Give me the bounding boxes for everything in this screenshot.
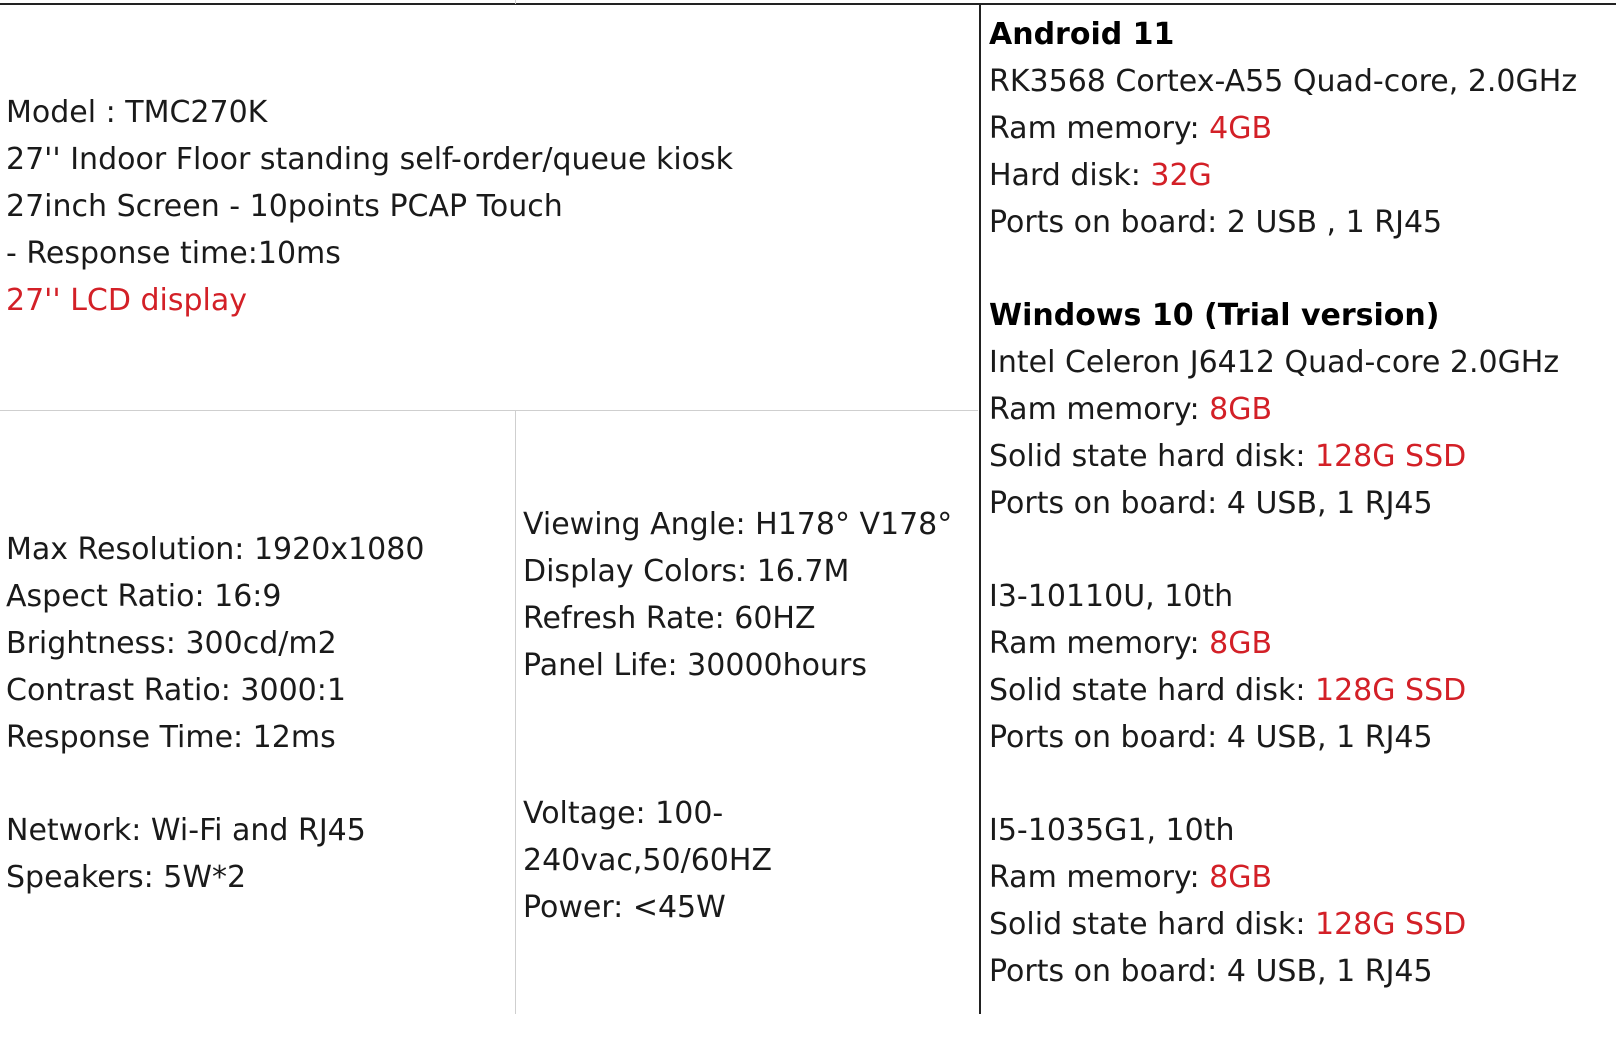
windows-option-1-ram: Ram memory: 8GB [989, 392, 1273, 427]
model-line: Model : TMC270K [6, 95, 268, 130]
middle-column-divider [515, 410, 516, 1014]
android-ram-line: Ram memory: 4GB [989, 111, 1273, 146]
windows-option-3-ram: Ram memory: 8GB [989, 860, 1273, 895]
windows-option-2-ram: Ram memory: 8GB [989, 626, 1273, 661]
voltage-range-line: 240vac,50/60HZ [523, 843, 772, 878]
speakers-line: Speakers: 5W*2 [6, 860, 247, 895]
max-resolution-line: Max Resolution: 1920x1080 [6, 532, 425, 567]
windows-option-2-ports: Ports on board: 4 USB, 1 RJ45 [989, 720, 1433, 755]
android-cpu-line: RK3568 Cortex-A55 Quad-core, 2.0GHz [989, 64, 1578, 99]
contrast-ratio-line: Contrast Ratio: 3000:1 [6, 673, 346, 708]
android-ports-line: Ports on board: 2 USB , 1 RJ45 [989, 205, 1443, 240]
windows-option-3-disk: Solid state hard disk: 128G SSD [989, 907, 1467, 942]
middle-row-divider [0, 410, 978, 411]
os-options-cell [989, 11, 1577, 995]
windows-option-3-cpu: I5-1035G1, 10th [989, 813, 1235, 848]
model-info-cell [6, 89, 733, 324]
kiosk-description-line: 27'' Indoor Floor standing self-order/queue kiosk [6, 142, 734, 177]
android-disk-line: Hard disk: 32G [989, 158, 1212, 193]
top-left-stub-divider [515, 0, 516, 4]
power-specs-cell [523, 790, 772, 931]
right-column-divider [979, 4, 981, 1014]
windows-option-1-cpu: Intel Celeron J6412 Quad-core 2.0GHz [989, 345, 1560, 380]
response-time-line: - Response time:10ms [6, 236, 341, 271]
windows-option-3-disk-value: 128G SSD [1315, 907, 1467, 942]
screen-touch-line: 27inch Screen - 10points PCAP Touch [6, 189, 563, 224]
network-line: Network: Wi-Fi and RJ45 [6, 813, 366, 848]
windows-option-2-cpu: I3-10110U, 10th [989, 579, 1234, 614]
windows-option-2-ram-value: 8GB [1209, 626, 1273, 661]
panel-life-line: Panel Life: 30000hours [523, 648, 867, 683]
android-ram-value: 4GB [1209, 111, 1273, 146]
top-border [0, 3, 1616, 5]
viewing-angle-line: Viewing Angle: H178° V178° [523, 507, 953, 542]
windows-option-1-disk-value: 128G SSD [1315, 439, 1467, 474]
panel-specs-cell [523, 501, 952, 689]
android-title: Android 11 [989, 17, 1175, 52]
windows-option-1-disk: Solid state hard disk: 128G SSD [989, 439, 1467, 474]
display-specs-cell [6, 526, 424, 901]
windows-option-3-ports: Ports on board: 4 USB, 1 RJ45 [989, 954, 1433, 989]
lcd-display-line: 27'' LCD display [6, 283, 248, 318]
response-time-spec-line: Response Time: 12ms [6, 720, 336, 755]
voltage-line: Voltage: 100- [523, 796, 724, 831]
aspect-ratio-line: Aspect Ratio: 16:9 [6, 579, 282, 614]
brightness-line: Brightness: 300cd/m2 [6, 626, 337, 661]
windows-option-1-ports: Ports on board: 4 USB, 1 RJ45 [989, 486, 1433, 521]
android-disk-value: 32G [1150, 158, 1212, 193]
windows-option-2-disk-value: 128G SSD [1315, 673, 1467, 708]
display-colors-line: Display Colors: 16.7M [523, 554, 850, 589]
refresh-rate-line: Refresh Rate: 60HZ [523, 601, 816, 636]
windows-option-2-disk: Solid state hard disk: 128G SSD [989, 673, 1467, 708]
windows-option-3-ram-value: 8GB [1209, 860, 1273, 895]
windows-title: Windows 10 (Trial version) [989, 298, 1440, 333]
power-line: Power: <45W [523, 890, 726, 925]
windows-option-1-ram-value: 8GB [1209, 392, 1273, 427]
